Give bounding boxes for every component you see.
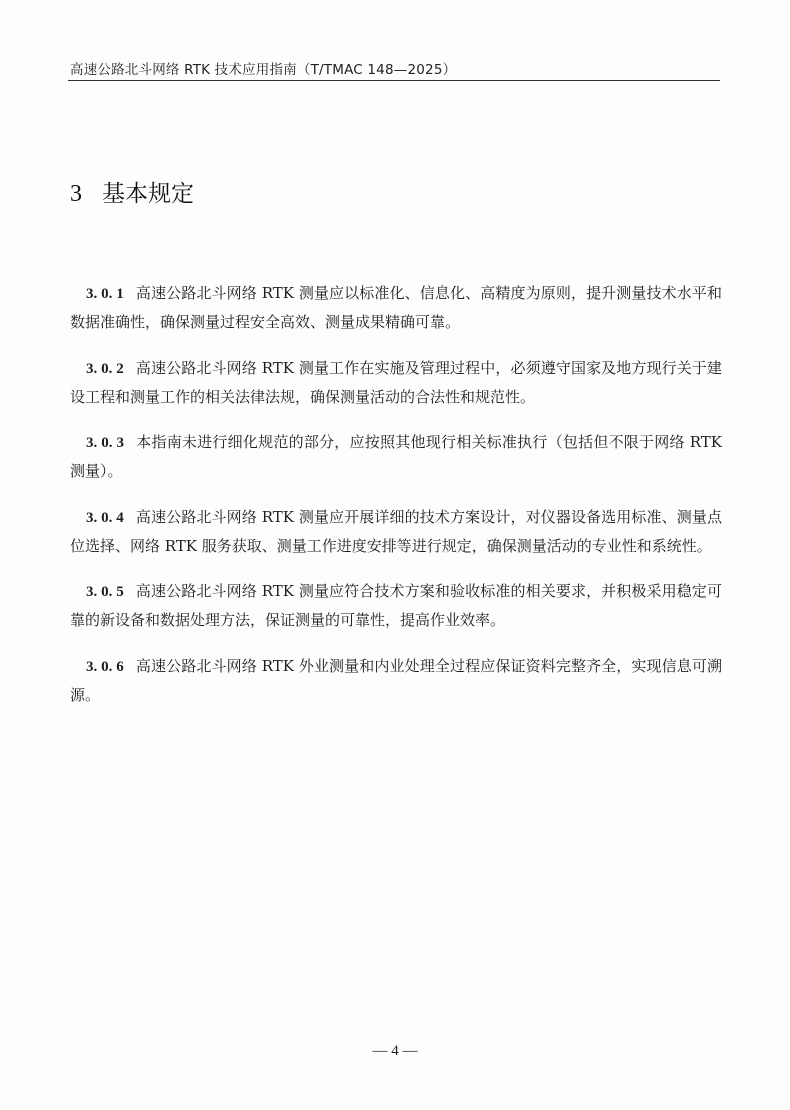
chapter-title: 基本规定 [102,181,194,207]
clause-text: 高速公路北斗网络 RTK 外业测量和内业处理全过程应保证资料完整齐全，实现信息可溯源。 [70,656,723,704]
clause-3-0-5 [70,577,722,634]
clause-3-0-2 [70,354,722,411]
clause-number: 3. 0. 5 [86,584,124,600]
clause-number: 3. 0. 2 [86,360,124,377]
clause-list [70,279,722,726]
clause-text: 高速公路北斗网络 RTK 测量应以标准化、信息化、高精度为原则，提升测量技术水平和数据准确性，确保测量过程安全高效、测量成果精确可靠。 [70,284,723,331]
clause-text: 本指南未进行细化规范的部分，应按照其他现行相关标准执行（包括但不限于网络 RTK 测量）。 [70,433,723,480]
header-rule [68,80,720,81]
clause-3-0-6 [70,652,722,709]
clause-3-0-1 [70,279,722,336]
clause-text: 高速公路北斗网络 RTK 测量应开展详细的技术方案设计，对仪器设备选用标准、测量点位选择、网络 RTK 服务获取、测量工作进度安排等进行规定，确保测量活动的专业性和系统性。 [70,507,723,555]
clause-number: 3. 0. 4 [86,509,124,526]
chapter-number: 3 [70,181,82,207]
chapter-heading [70,175,194,208]
clause-3-0-3 [70,428,722,485]
page-number: — 4 — [372,1043,418,1059]
clause-number: 3. 0. 6 [86,658,124,675]
clause-number: 3. 0. 1 [86,286,124,302]
running-header: 高速公路北斗网络 RTK 技术应用指南（T/TMAC 148—2025） [70,62,457,78]
clause-number: 3. 0. 3 [86,435,124,451]
clause-text: 高速公路北斗网络 RTK 测量工作在实施及管理过程中，必须遵守国家及地方现行关于建设工程和测量工作的相关法律法规，确保测量活动的合法性和规范性。 [70,358,723,406]
clause-text: 高速公路北斗网络 RTK 测量应符合技术方案和验收标准的相关要求，并积极采用稳定可靠的新设备和数据处理方法，保证测量的可靠性，提高作业效率。 [70,582,723,629]
clause-3-0-4 [70,503,722,560]
